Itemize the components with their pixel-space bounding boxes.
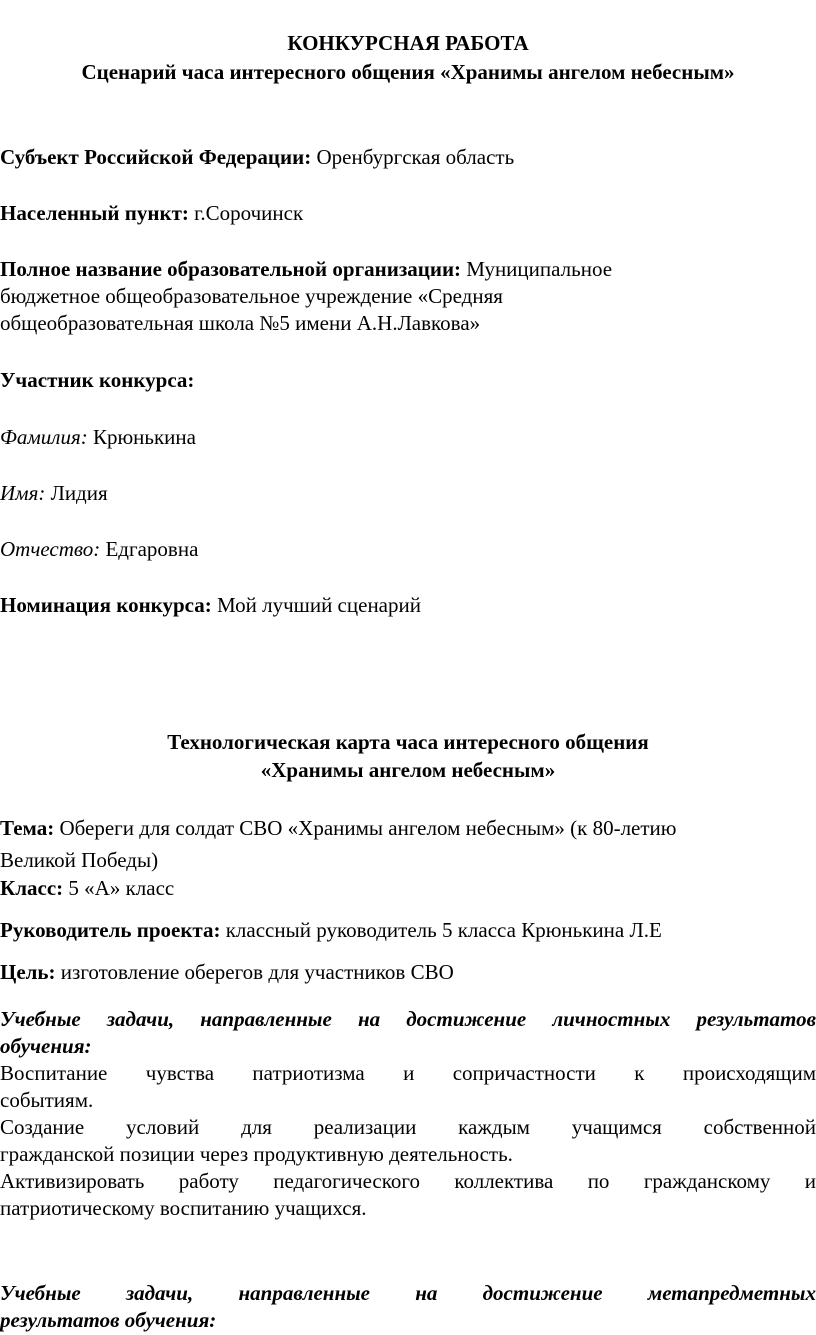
goal-label: Цель:	[0, 960, 56, 984]
organization-value-line3: общеобразовательная школа №5 имени А.Н.Лавкова»	[0, 311, 481, 335]
leader-label: Руководитель проекта:	[0, 918, 221, 942]
nomination-label: Номинация конкурса:	[0, 593, 212, 617]
region-value: Оренбургская область	[311, 145, 515, 169]
goal-row	[0, 959, 816, 986]
name-value: Лидия	[45, 481, 108, 505]
surname-value: Крюнькина	[87, 425, 196, 449]
name-row	[0, 480, 816, 507]
meta-tasks-heading-line1: Учебные задачи, направленные на достижение метапредметных	[0, 1281, 816, 1305]
goal-value: изготовление оберегов для участников СВО	[55, 960, 454, 984]
personal-task-2-line1: Создание условий для реализации каждым учащимся собственной	[0, 1115, 816, 1139]
document-subtitle: Сценарий часа интересного общения «Хранимы ангелом небесным»	[81, 60, 735, 84]
nomination-value: Мой лучший сценарий	[211, 593, 421, 617]
class-row	[0, 875, 816, 902]
organization-value-line2: бюджетное общеобразовательное учреждение «Средняя	[0, 284, 503, 308]
class-value: 5 «А» класс	[63, 876, 175, 900]
topic-row	[0, 812, 816, 876]
topic-value-line1: Обереги для солдат СВО «Хранимы ангелом небесным» (к 80-летию	[54, 816, 677, 840]
locality-row	[0, 200, 816, 227]
locality-label: Населенный пункт:	[0, 201, 189, 225]
meta-tasks-section	[0, 1280, 816, 1334]
region-row	[0, 144, 816, 171]
locality-value: г.Сорочинск	[188, 201, 304, 225]
personal-tasks-section	[0, 1006, 816, 1222]
region-label: Субъект Российской Федерации:	[0, 145, 312, 169]
personal-tasks-heading-line1: Учебные задачи, направленные на достижение личностных результатов	[0, 1007, 816, 1031]
surname-label: Фамилия:	[0, 425, 88, 449]
name-label: Имя:	[0, 481, 46, 505]
patronymic-label: Отчество:	[0, 537, 101, 561]
topic-value-line2: Великой Победы)	[0, 848, 159, 872]
topic-label: Тема:	[0, 816, 55, 840]
patronymic-row	[0, 536, 816, 563]
leader-value: классный руководитель 5 класса Крюнькина Л.Е	[220, 918, 662, 942]
surname-row	[0, 424, 816, 451]
organization-value-line1: Муниципальное	[461, 257, 613, 281]
leader-row	[0, 917, 816, 944]
organization-row	[0, 256, 816, 337]
personal-task-1-line2: событиям.	[0, 1088, 94, 1112]
participant-heading: Участник конкурса:	[0, 368, 195, 392]
document-title: КОНКУРСНАЯ РАБОТА	[287, 31, 529, 55]
personal-tasks-heading-line2: обучения:	[0, 1034, 92, 1058]
patronymic-value: Едгаровна	[100, 537, 199, 561]
nomination-row	[0, 592, 816, 619]
personal-task-1-line1: Воспитание чувства патриотизма и сопричастности к происходящим	[0, 1061, 816, 1085]
class-label: Класс:	[0, 876, 64, 900]
organization-label: Полное название образовательной организации:	[0, 257, 462, 281]
personal-task-2-line2: гражданской позиции через продуктивную деятельность.	[0, 1142, 513, 1166]
meta-tasks-heading-line2: результатов обучения:	[0, 1308, 217, 1332]
techcard-title-line2: «Хранимы ангелом небесным»	[260, 758, 556, 782]
techcard-title-line1: Технологическая карта часа интересного общения	[167, 730, 649, 754]
personal-task-3-line1: Активизировать работу педагогического коллектива по гражданскому и	[0, 1169, 816, 1193]
personal-task-3-line2: патриотическому воспитанию учащихся.	[0, 1196, 367, 1220]
